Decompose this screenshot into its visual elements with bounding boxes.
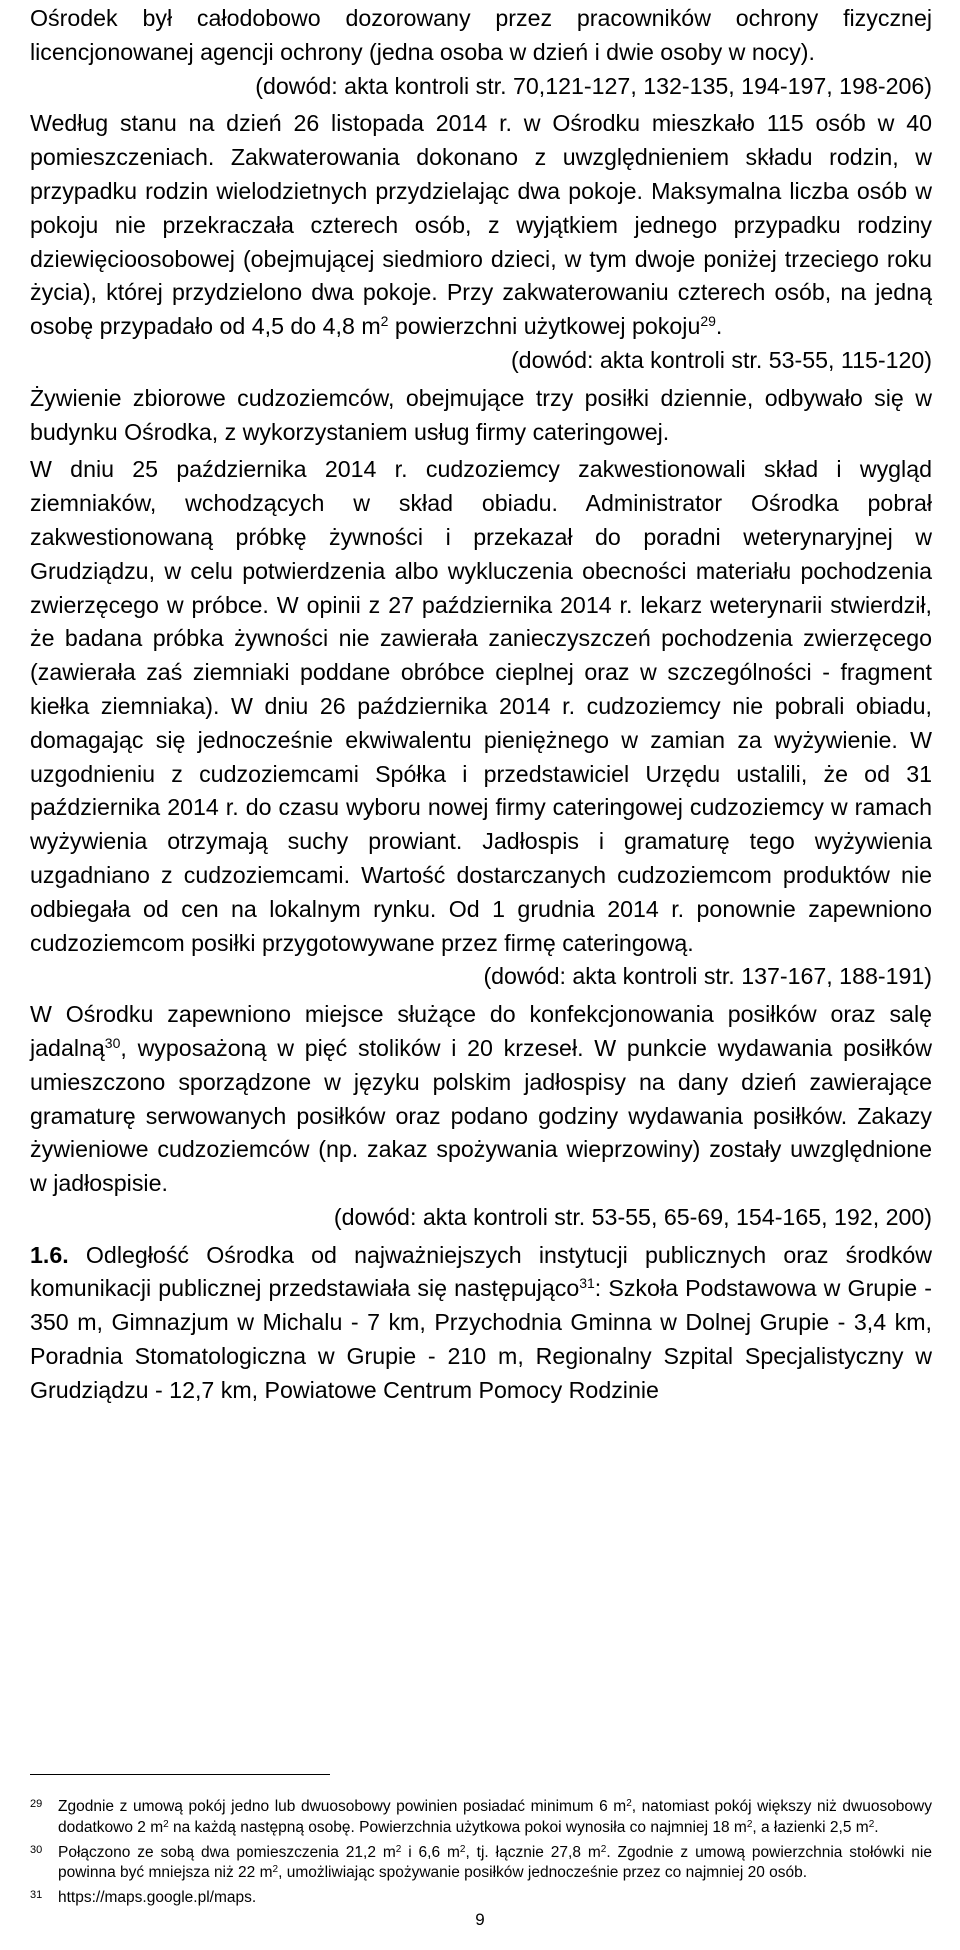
paragraph-catering: Żywienie zbiorowe cudzoziemców, obejmujące trzy posiłki dziennie, odbywało się w budynku Ośrodka, z wykorzystaniem usług firmy cateringowej. <box>30 384 932 445</box>
footnote-number: 31 <box>30 1889 43 1902</box>
footnote-30 <box>30 1843 932 1885</box>
footnote-number: 29 <box>30 1798 43 1810</box>
evidence-reference: (dowód: akta kontroli str. 137-167, 188-191) <box>483 963 932 990</box>
paragraph-text: : Szkoła Podstawowa w Grupie - 350 m, Gimnazjum w Michalu - 7 km, Przychodnia Gminna w Dolnej Grupie - 3,4 km, Poradnia Stomatologiczna w Grupie - 210 m, Regionalny Szpital Specjalistyczny w Grudziądzu - 12,7 km, Powiatowe Centrum Pomocy Rodzinie <box>30 1275 932 1403</box>
footnote-29 <box>30 1797 932 1839</box>
body-text <box>30 2 932 1408</box>
paragraph-text: Odległość Ośrodka od najważniejszych instytucji publicznych oraz środków komunikacji publicznej przedstawiała się następująco <box>30 1241 932 1302</box>
footnote-link[interactable]: https://maps.google.pl/maps. <box>58 1889 257 1907</box>
footnote-text: Połączono ze sobą dwa pomieszczenia 21,2 $m^2$ i 6,6 $m^2$, tj. łącznie 27,8 $m^2$. Zgodnie z umową powierzchnia stołówki nie powinna być mniejsza niż 22 $m^2$, umożliwiając spożywanie posiłków jednocześnie przez co najmniej 20 osób. <box>58 1843 932 1882</box>
paragraph-security: Ośrodek był całodobowo dozorowany przez pracowników ochrony fizycznej licencjonowanej agencji ochrony (jedna osoba w dzień i dwie osoby w nocy). <box>30 5 932 65</box>
paragraph-food-complaint: W dniu 25 października 2014 r. cudzoziemcy zakwestionowali skład i wygląd ziemniaków, wchodzących w skład obiadu. Administrator Ośrodka pobrał zakwestionowaną próbkę żywności i przekazał do poradni weterynaryjnej w Grudziądzu, w celu potwierdzenia albo wykluczenia obecności materiału pochodzenia zwierzęcego w próbce. W opinii z 27 października 2014 r. lekarz weterynarii stwierdził, że badana próbka żywności nie zawierała zanieczyszczeń pochodzenia zwierzęcego (zawierała zaś ziemniaki poddane obróbce cieplnej oraz w szczególności - fragment kiełka ziemniaka). W dniu 26 października 2014 r. cudzoziemcy nie pobrali obiadu, domagając się jednocześnie ekwiwalentu pieniężnego w zamian za wyżywienie. W uzgodnieniu z cudzoziemcami Spółka i przedstawiciel Urzędu ustalili, że od 31 października 2014 r. do czasu wyboru nowej firmy cateringowej cudzoziemcy w ramach wyżywienia otrzymają suchy prowiant. Jadłospis i gramaturę tego wyżywienia uzgadniano z cudzoziemcami. Wartość dostarczanych cudzoziemcom produktów nie odbiegała od cen na lokalnym rynku. Od 1 grudnia 2014 r. ponownie zapewniono cudzoziemcom posiłki przygotowywane przez firmę cateringową. <box>30 456 932 956</box>
footnote-divider <box>30 1774 330 1775</box>
paragraph-text: . <box>715 313 723 340</box>
paragraph-dining-room <box>30 998 932 1201</box>
footnote-ref-31[interactable]: 31 <box>579 1275 595 1292</box>
paragraph-text: W Ośrodku zapewniono miejsce służące do konfekcjonowania posiłków oraz salę jadalną <box>30 1001 932 1061</box>
paragraph-distances <box>30 1239 932 1408</box>
footnote-number: 30 <box>30 1843 43 1856</box>
paragraph-text: , wyposażoną w pięć stolików i 20 krzeseł. W punkcie wydawania posiłków umieszczono sporządzone w języku polskim jadłospisy na dany dzień zawierające gramaturę serwowanych posiłków oraz podano godziny wydawania posiłków. Zakazy żywieniowe cudzoziemców (np. zakaz spożywania wieprzowiny) zostały uwzględnione w jadłospisie. <box>30 1034 932 1197</box>
section-number: 1.6. <box>30 1241 69 1268</box>
footnote-text: Zgodnie z umową pokój jedno lub dwuosobowy powinien posiadać minimum 6 $m^2$, natomiast pokój większy niż dwuosobowy dodatkowo 2 $m^2$ na każdą następną osobę. Powierzchnia użytkowa pokoi wynosiła co najmniej 18 $m^2$, a łazienki 2,5 $m^2$. <box>58 1798 932 1836</box>
footnote-ref-30[interactable]: 30 <box>104 1034 121 1051</box>
footnote-ref-29[interactable]: 29 <box>700 313 716 330</box>
evidence-reference: (dowód: akta kontroli str. 70,121-127, 132-135, 194-197, 198-206) <box>255 72 932 99</box>
page-number: 9 <box>475 1910 485 1929</box>
evidence-reference: (dowód: akta kontroli str. 53-55, 65-69, 154-165, 192, 200) <box>333 1203 932 1230</box>
evidence-reference: (dowód: akta kontroli str. 53-55, 115-120) <box>510 346 932 373</box>
paragraph-accommodation <box>30 107 932 344</box>
footnote-31 <box>30 1888 932 1909</box>
paragraph-text: Według stanu na dzień 26 listopada 2014 r. w Ośrodku mieszkało 115 osób w 40 pomieszczeniach. Zakwaterowania dokonano z uwzględnieniem składu rodzin, w przypadku rodzin wielodzietnych przydzielając dwa pokoje. Maksymalna liczba osób w pokoju nie przekraczała czterech osób, z wyjątkiem jednego przypadku rodziny dziewięcioosobowej (obejmującej siedmioro dzieci, w tym dwoje poniżej trzeciego roku życia), której przydzielono dwa pokoje. Przy zakwaterowaniu czterech osób, na jedną osobę przypadało od 4,5 do 4,8 m <box>30 110 932 340</box>
paragraph-text: powierzchni użytkowej pokoju <box>388 313 701 340</box>
superscript: 2 <box>380 313 389 330</box>
footnotes <box>30 1797 932 1913</box>
